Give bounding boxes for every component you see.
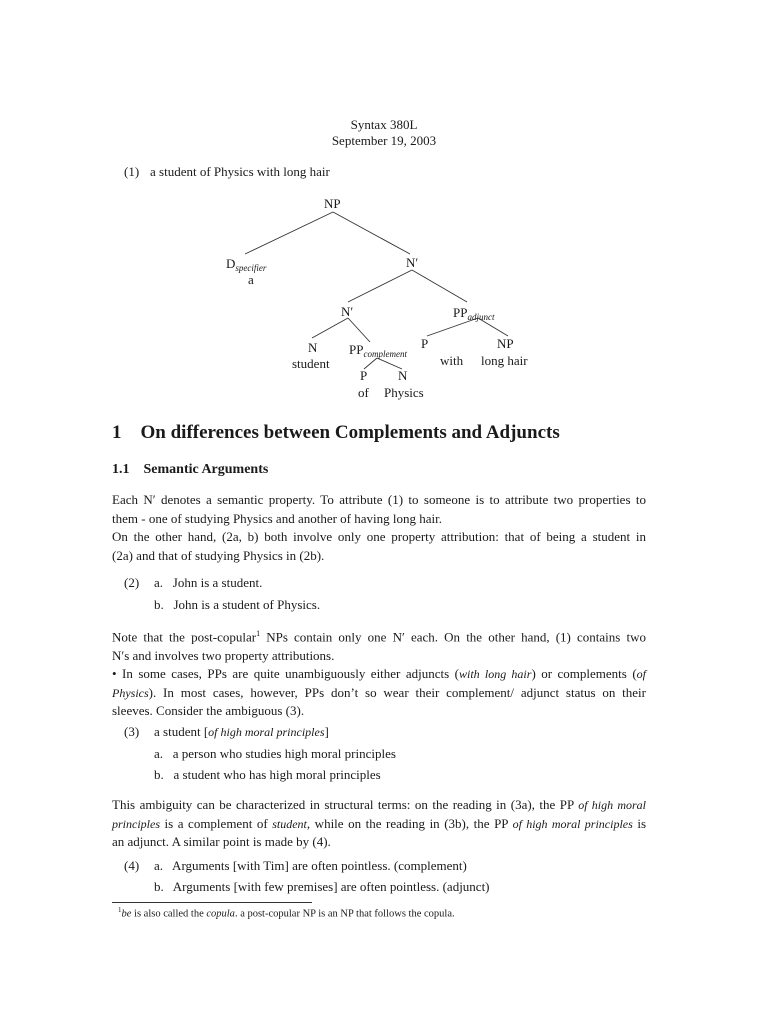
- section-heading-1: 1 On differences between Complements and Adjuncts: [112, 422, 560, 443]
- tree-node-nbar-top: N′: [406, 255, 419, 270]
- paragraph-line: them - one of studying Physics and another of having long hair.: [112, 510, 443, 526]
- paragraph-post-copular: [112, 625, 646, 721]
- example-3-number: (3): [124, 724, 140, 739]
- subsection-heading-1-1: 1.1 Semantic Arguments: [112, 462, 269, 477]
- footnote-1: $^1$be is also called the copula. a post-copular NP is an NP that follows the copula.: [118, 906, 455, 920]
- tree-node-pp-adjunct: $PP_{adjunct}$: [453, 305, 495, 322]
- tree-leaf-long-hair: long hair: [481, 353, 528, 368]
- paragraph-line: Note that the post-copular$^1$ NPs contain only one N′ each. On the other hand, (1) contains two: [112, 629, 646, 645]
- footnote-reference[interactable]: 1: [256, 629, 261, 638]
- tree-leaf-with: with: [440, 353, 464, 368]
- tree-node-n: N: [308, 340, 318, 355]
- tree-node-p-of: P: [360, 368, 368, 383]
- example-3a: a. a person who studies high moral principles: [154, 746, 396, 761]
- footnote-rule: [112, 902, 312, 903]
- paragraph-line: principles is a complement of student, while on the reading in (3b), the PP of high moral principles is: [112, 815, 647, 831]
- paragraph-line: (2a) and that of studying Physics in (2b).: [112, 547, 325, 563]
- tree-node-pp-complement-subscript: complement: [363, 349, 407, 359]
- document-date: September 19, 2003: [331, 133, 437, 148]
- example-4a: a. Arguments [with Tim] are often pointless. (complement): [154, 858, 467, 873]
- tree-node-p-with: P: [421, 336, 429, 351]
- paragraph-line: On the other hand, (2a, b) both involve only one property attribution: that of being a student in: [112, 529, 646, 544]
- paragraph-line: Physics). In most cases, however, PPs don’t so wear their complement/ adjunct status on their: [112, 684, 646, 700]
- example-2-number: (2): [124, 575, 140, 590]
- example-2a: a. John is a student.: [154, 575, 263, 590]
- paragraph-line: • In some cases, PPs are quite unambiguously either adjuncts (with long hair) or complements (of: [112, 666, 646, 682]
- paragraph-line: Each N′ denotes a semantic property. To attribute (1) to someone is to attribute two properties to: [112, 492, 646, 507]
- paragraph-ambiguity: [112, 796, 646, 852]
- example-3-head: a student [of high moral principles]: [154, 724, 329, 739]
- tree-node-np-root: NP: [324, 196, 341, 211]
- tree-leaf-a: a: [248, 272, 254, 287]
- tree-leaf-of: of: [358, 385, 369, 400]
- tree-node-n-physics: N: [398, 368, 408, 383]
- paragraph-semantic-properties: [112, 491, 646, 565]
- paragraph-line: an adjunct. A similar point is made by (4).: [112, 834, 331, 849]
- example-1-text: a student of Physics with long hair: [150, 164, 330, 179]
- tree-leaf-student: student: [292, 356, 330, 371]
- example-3b: b. a student who has high moral principles: [154, 767, 381, 782]
- tree-node-determiner-subscript: specifier: [235, 263, 267, 273]
- paragraph-line: This ambiguity can be characterized in structural terms: on the reading in (3a), the PP of high moral: [112, 797, 647, 812]
- course-title: Syntax 380L: [350, 117, 418, 132]
- tree-node-np-long-hair: NP: [497, 336, 514, 351]
- tree-node-nbar-mid: N′: [341, 304, 354, 319]
- tree-node-determiner: $D_{specifier}$: [226, 256, 267, 273]
- example-1-number: (1): [124, 164, 140, 179]
- paragraph-line: N′s and involves two property attributions.: [112, 647, 335, 663]
- example-4-number: (4): [124, 858, 140, 873]
- tree-leaf-physics: Physics: [384, 385, 424, 400]
- tree-node-pp-complement: $PP_{complement}$: [349, 342, 407, 359]
- paragraph-line: sleeves. Consider the ambiguous (3).: [112, 703, 305, 719]
- example-4b: b. Arguments [with few premises] are often pointless. (adjunct): [154, 879, 490, 894]
- tree-node-pp-adjunct-subscript: adjunct: [467, 312, 495, 322]
- example-2b: b. John is a student of Physics.: [154, 597, 321, 612]
